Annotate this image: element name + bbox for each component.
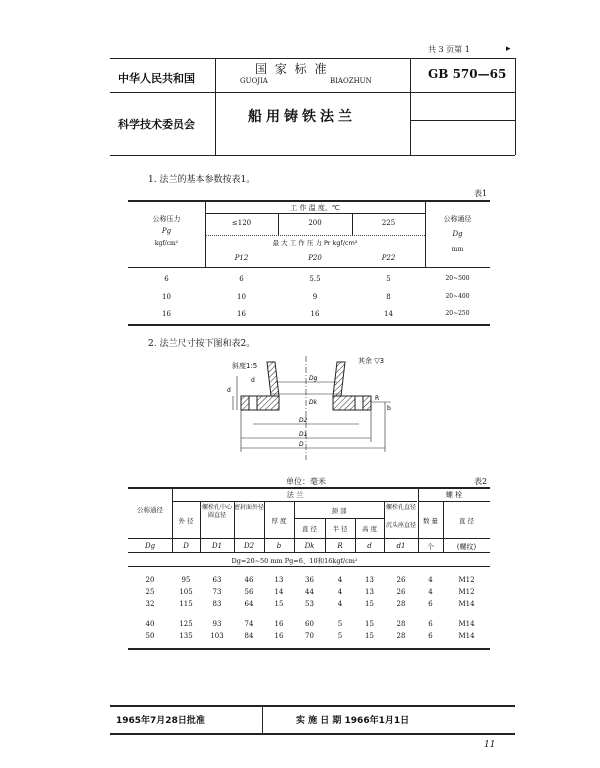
t2-r1-c5: 44 xyxy=(305,588,314,596)
t2-h-neck-h: 高 度 xyxy=(361,525,378,533)
t1-r0-c3: 5 xyxy=(386,275,391,283)
t2-r4-c6: 5 xyxy=(337,632,343,640)
t2-sym-4: b xyxy=(276,542,282,550)
svg-text:d: d xyxy=(227,387,231,394)
svg-text:Dg: Dg xyxy=(309,375,318,382)
t1-r2-c1: 16 xyxy=(237,310,246,318)
t2-r1-c3: 56 xyxy=(244,588,254,596)
t2-sym-9: 个 xyxy=(427,543,434,551)
t2-r1-c8: 26 xyxy=(396,588,406,596)
t2-h-bolt-hole: 螺栓孔直径 xyxy=(385,504,416,511)
t2-r1-c10: M12 xyxy=(458,588,475,596)
t2-r3-c2: 93 xyxy=(212,620,222,628)
t2-r2-c5: 53 xyxy=(305,600,314,608)
table2-label: 表2 xyxy=(474,477,488,486)
t2-r3-c3: 74 xyxy=(244,620,254,628)
t2-r3-c0: 40 xyxy=(145,620,155,628)
t2-r2-c1: 115 xyxy=(179,600,193,608)
svg-text:Dk: Dk xyxy=(309,399,318,406)
t2-r3-c5: 60 xyxy=(305,620,314,628)
t2-r2-c6: 4 xyxy=(337,600,343,608)
t2-r2-c0: 32 xyxy=(145,600,155,608)
t2-r3-c8: 28 xyxy=(396,620,406,628)
t2-h-neck-dia: 直 径 xyxy=(301,525,318,533)
t2-h-bolt-circle: 螺栓孔中心圆直径 xyxy=(201,504,232,519)
t2-r3-c10: M14 xyxy=(458,620,475,628)
t2-h-flange: 法 兰 xyxy=(286,491,304,499)
page-count: 共 3 页第 1 xyxy=(428,45,470,54)
t2-r0-c7: 13 xyxy=(365,576,374,584)
section2-text: 2. 法兰尺寸按下图和表2。 xyxy=(148,339,256,349)
std-title: 国 家 标 准 xyxy=(255,62,329,76)
t2-r0-c0: 20 xyxy=(145,576,155,584)
t1-r1-c1: 10 xyxy=(237,293,246,301)
t2-r4-c9: 6 xyxy=(428,632,433,640)
surface-note: 其余 ▽3 xyxy=(358,357,385,365)
t2-sym-0: Dg xyxy=(144,542,156,550)
slope-label: 斜度1:5 xyxy=(232,362,258,370)
t2-r0-c3: 46 xyxy=(244,576,254,584)
t2-h-bolt: 螺 栓 xyxy=(445,491,463,499)
t2-r4-c0: 50 xyxy=(145,632,155,640)
svg-text:R: R xyxy=(375,395,380,402)
t2-r3-c7: 15 xyxy=(365,620,374,628)
t1-max-pressure-header: 最 大 工 作 压 力 Pr kgf/cm² xyxy=(272,239,358,247)
t1-r0-c0: 6 xyxy=(164,275,169,283)
t2-r0-c10: M12 xyxy=(458,576,475,584)
t2-h-counter: 沉头座直径 xyxy=(385,522,416,529)
t2-r2-c7: 15 xyxy=(365,600,374,608)
t2-h-dn: 公称通径 xyxy=(137,506,163,514)
t1-pressure-unit: kgf/cm² xyxy=(154,240,179,247)
t2-r3-c6: 5 xyxy=(337,620,343,628)
t1-r1-c4: 20~400 xyxy=(445,293,470,300)
t2-r2-c9: 6 xyxy=(428,600,433,608)
t1-temp-0: ≤120 xyxy=(231,219,252,227)
svg-text:D: D xyxy=(299,441,304,448)
t1-psym-1: P20 xyxy=(308,254,322,262)
std-pinyin-2: BIAOZHUN xyxy=(330,77,372,85)
t2-r0-c4: 13 xyxy=(274,576,284,584)
doc-title: 船用铸铁法兰 xyxy=(248,109,356,125)
t2-h-thread: 直 径 xyxy=(458,517,475,525)
t2-r2-c8: 28 xyxy=(396,600,406,608)
t2-r1-c6: 4 xyxy=(337,588,343,596)
t1-dn-sym: Dg xyxy=(452,230,463,238)
t2-sym-2: D1 xyxy=(211,542,223,550)
t2-r3-c4: 16 xyxy=(274,620,284,628)
t2-h-thick: 厚 度 xyxy=(271,517,287,525)
t1-r2-c2: 16 xyxy=(310,310,320,318)
t1-pressure-sym: Pg xyxy=(161,227,172,235)
t1-pressure-label: 公称压力 xyxy=(152,215,181,223)
t2-sym-5: Dk xyxy=(304,542,315,550)
t1-temp-1: 200 xyxy=(308,219,322,227)
t2-r1-c4: 14 xyxy=(274,588,284,596)
t2-h-count: 数 量 xyxy=(422,517,439,525)
t2-r0-c2: 63 xyxy=(212,576,222,584)
section1-text: 1. 法兰的基本参数按表1。 xyxy=(148,175,256,185)
t2-sym-8: d1 xyxy=(396,542,406,550)
table1-label: 表1 xyxy=(474,189,488,198)
t2-sym-10: (螺纹) xyxy=(456,543,477,551)
svg-text:b: b xyxy=(387,405,391,412)
t2-r0-c1: 95 xyxy=(181,576,191,584)
t1-r1-c3: 8 xyxy=(386,293,391,301)
t2-r1-c7: 13 xyxy=(365,588,374,596)
org-line2: 科学技术委员会 xyxy=(118,118,195,131)
t1-temp-2: 225 xyxy=(381,219,396,227)
t1-dn-unit: mm xyxy=(451,246,464,253)
t2-r4-c5: 70 xyxy=(305,632,314,640)
arrow-icon: ▸ xyxy=(506,44,511,54)
t1-temp-header: 工 作 温 度，℃ xyxy=(290,204,340,212)
t2-r4-c3: 84 xyxy=(244,632,254,640)
t2-r2-c4: 15 xyxy=(274,600,284,608)
t2-r1-c1: 105 xyxy=(179,588,193,596)
approved-date: 1965年7月28日批准 xyxy=(116,716,205,726)
t2-r1-c0: 25 xyxy=(145,588,155,596)
t2-r4-c10: M14 xyxy=(458,632,475,640)
t2-r2-c10: M14 xyxy=(458,600,475,608)
t1-psym-0: P12 xyxy=(234,254,249,262)
t2-r4-c4: 16 xyxy=(274,632,284,640)
svg-text:D1: D1 xyxy=(299,431,308,438)
t2-sym-1: D xyxy=(183,542,189,550)
org-line1: 中华人民共和国 xyxy=(118,72,195,85)
t2-r0-c9: 4 xyxy=(428,576,433,584)
t2-r4-c7: 15 xyxy=(365,632,374,640)
unit-label: 单位：毫米 xyxy=(286,477,326,486)
t2-r1-c2: 73 xyxy=(212,588,222,596)
svg-text:d: d xyxy=(251,377,255,384)
t1-r1-c2: 9 xyxy=(312,293,318,301)
t2-r2-c3: 64 xyxy=(244,600,254,608)
t1-r2-c3: 14 xyxy=(384,310,393,318)
t2-sym-7: d xyxy=(367,542,372,550)
t2-r3-c1: 125 xyxy=(179,620,193,628)
t1-r2-c0: 16 xyxy=(162,310,171,318)
t1-r0-c1: 6 xyxy=(239,275,244,283)
t2-h-neck: 颈 部 xyxy=(331,507,347,515)
t2-r0-c6: 4 xyxy=(337,576,343,584)
svg-text:D2: D2 xyxy=(299,417,308,424)
t2-r4-c2: 103 xyxy=(210,632,224,640)
t2-r0-c5: 36 xyxy=(305,576,314,584)
t2-h-neck-r: 半 径 xyxy=(332,525,348,533)
std-code: GB 570—65 xyxy=(428,67,507,81)
t2-r2-c2: 83 xyxy=(212,600,222,608)
t1-r2-c4: 20~250 xyxy=(445,310,470,317)
t2-sym-3: D2 xyxy=(243,542,255,550)
t1-dn-label: 公称通径 xyxy=(443,215,472,223)
t1-r0-c4: 20~500 xyxy=(445,275,470,282)
t2-r4-c8: 28 xyxy=(396,632,406,640)
t2-r3-c9: 6 xyxy=(428,620,433,628)
std-pinyin-1: GUOJIA xyxy=(240,77,268,85)
effective-date: 实 施 日 期 1966年1月1日 xyxy=(296,716,410,726)
t2-r4-c1: 135 xyxy=(179,632,193,640)
t2-h-raised: 密封面外径 xyxy=(234,504,265,511)
t1-psym-2: P22 xyxy=(381,254,396,262)
t2-h-outer: 外 径 xyxy=(178,517,194,525)
t2-sym-6: R xyxy=(337,542,343,550)
t2-r1-c9: 4 xyxy=(428,588,433,596)
t2-r0-c8: 26 xyxy=(396,576,406,584)
page-mark: 11 xyxy=(484,740,496,750)
t2-group-note: Dg=20~50 mm Pg=6、10和16kgf/cm² xyxy=(231,557,358,565)
t1-r1-c0: 10 xyxy=(162,293,171,301)
t1-r0-c2: 5.5 xyxy=(309,275,321,283)
